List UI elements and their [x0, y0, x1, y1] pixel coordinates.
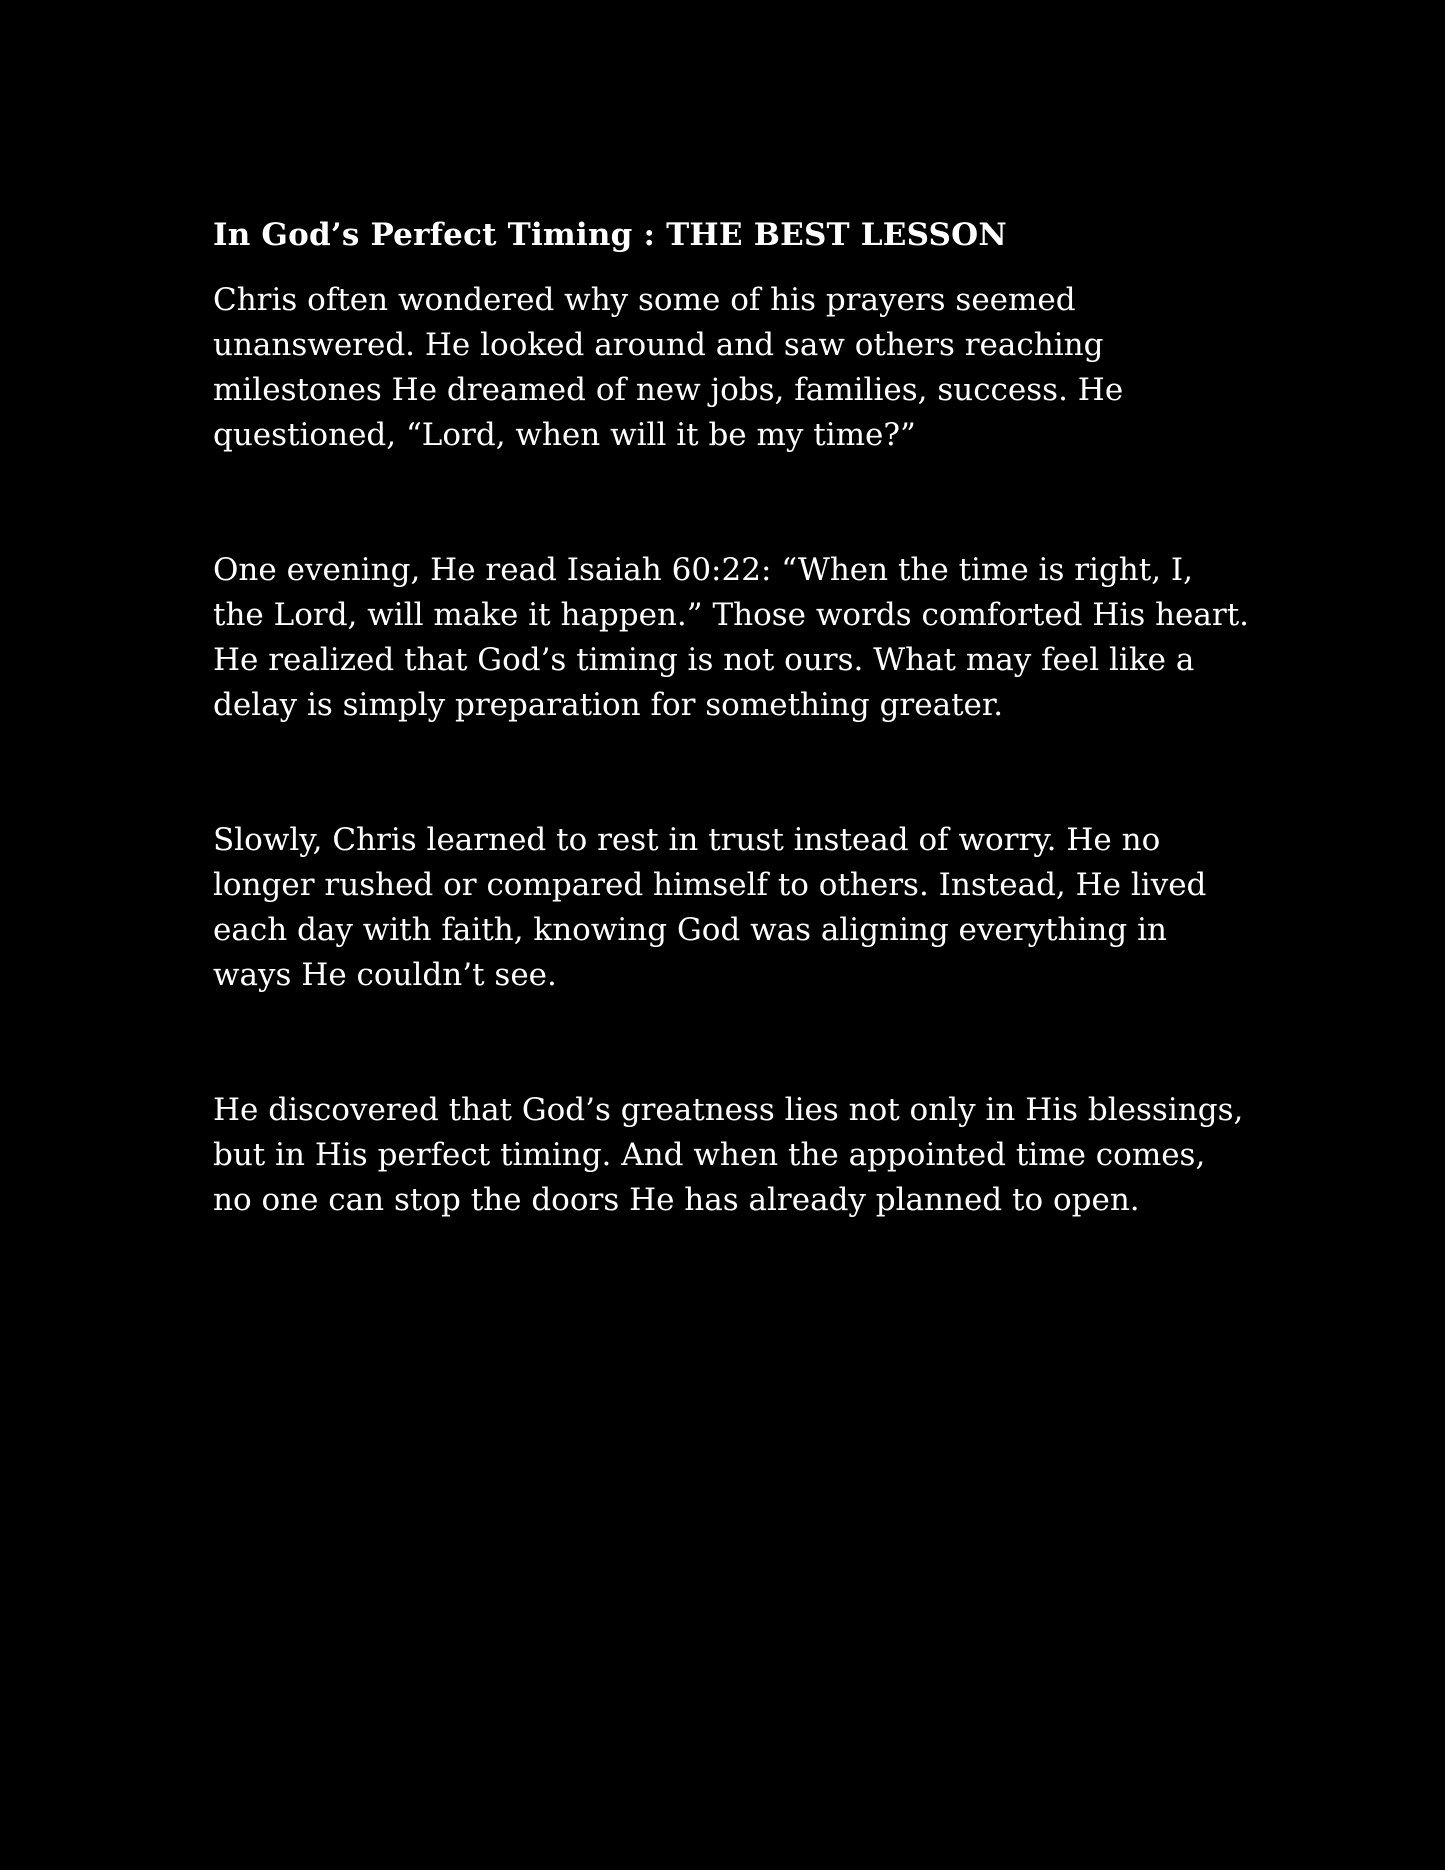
paragraph-1: Chris often wondered why some of his prayers seemed unanswered. He looked around and saw others reaching milestones He dreamed of new jobs, families, success. He questioned, “Lord, when will it be my time?” — [213, 282, 1124, 453]
document-title: In God’s Perfect Timing : THE BEST LESSON — [213, 217, 1007, 253]
paragraph-2: One evening, He read Isaiah 60:22: “When the time is right, I, the Lord, will make it happen.” Those words comforted His heart. He realized that God’s timing is not ours. What may feel like a delay is simply preparation for something greater. — [213, 552, 1250, 723]
document-body — [213, 208, 1253, 1223]
paragraph-4: He discovered that God’s greatness lies not only in His blessings, but in His perfect timing. And when the appointed time comes, no one can stop the doors He has already planned to open. — [213, 1092, 1244, 1218]
paragraph-3: Slowly, Chris learned to rest in trust instead of worry. He no longer rushed or compared himself to others. Instead, He lived each day with faith, knowing God was aligning everything in ways He couldn’t see. — [213, 822, 1207, 993]
